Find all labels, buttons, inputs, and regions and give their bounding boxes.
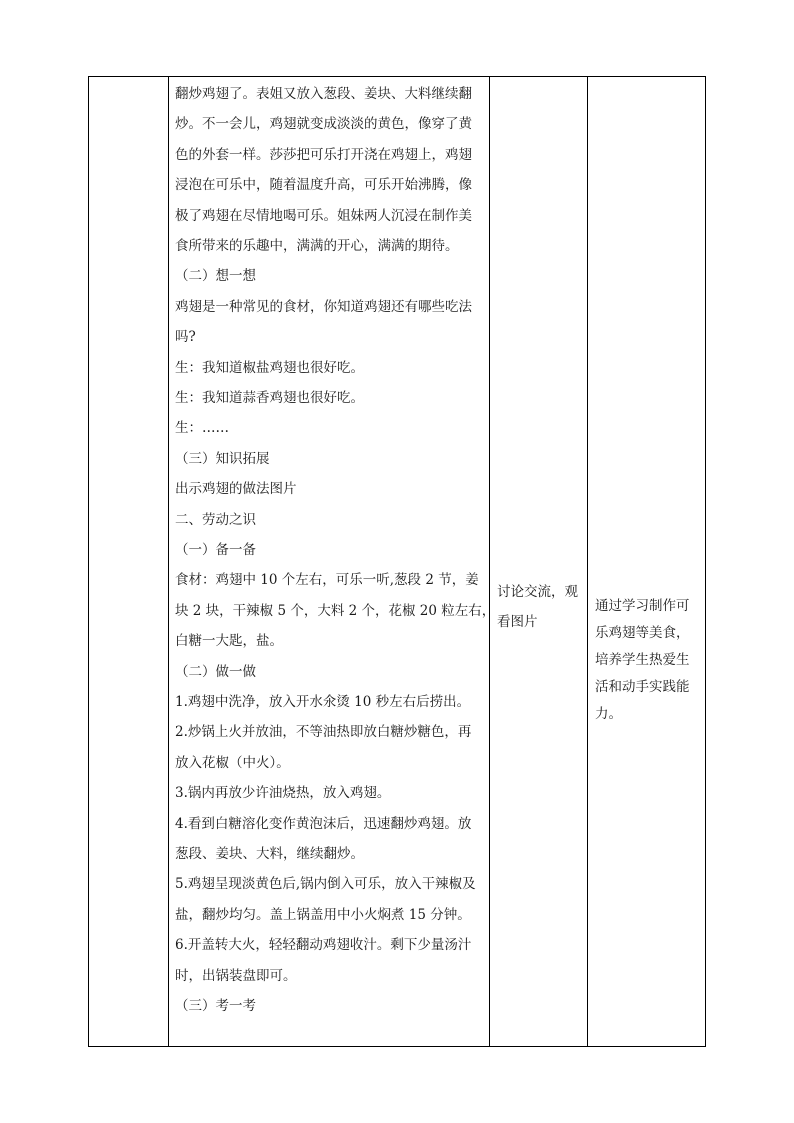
content-line: 1.鸡翅中洗净，放入开水氽烫 10 秒左右后捞出。 xyxy=(175,694,471,710)
content-line: 6.开盖转大火，轻轻翻动鸡翅收汁。剩下少量汤汁 xyxy=(175,937,472,954)
content-line: 3.锅内再放少许油烧热，放入鸡翅。 xyxy=(175,785,391,802)
content-line: 生：…… xyxy=(175,420,229,437)
content-line: 色的外套一样。莎莎把可乐打开浇在鸡翅上，鸡翅 xyxy=(175,146,472,163)
content-line: 鸡翅是一种常见的食材，你知道鸡翅还有哪些吃法 xyxy=(175,298,472,315)
content-line: 4.看到白糖溶化变作黄泡沫后，迅速翻炒鸡翅。放 xyxy=(175,815,472,832)
content-line: 生：我知道蒜香鸡翅也很好吃。 xyxy=(175,390,364,406)
content-line: 放入花椒（中火）。 xyxy=(175,754,290,771)
intent-line: 乐鸡翅等美食， xyxy=(595,625,690,641)
content-line: 5.鸡翅呈现淡黄色后,锅内倒入可乐，放入干辣椒及 xyxy=(175,876,476,893)
activity-line: 看图片 xyxy=(497,614,538,631)
content-line: 吗? xyxy=(175,329,196,346)
content-line: 出示鸡翅的做法图片 xyxy=(175,481,297,498)
teaching-content-cell xyxy=(168,77,496,1046)
content-line: （三）知识拓展 xyxy=(175,450,270,467)
content-line: 食材：鸡翅中 10 个左右，可乐一听,葱段 2 节，姜 xyxy=(175,572,479,589)
content-line: 葱段、姜块、大料，继续翻炒。 xyxy=(175,846,364,862)
intent-line: 通过学习制作可 xyxy=(595,598,690,614)
content-line: 块 2 块，干辣椒 5 个，大料 2 个，花椒 20 粒左右， xyxy=(175,602,496,619)
content-line: 时，出锅装盘即可。 xyxy=(175,967,297,984)
content-line: 极了鸡翅在尽情地喝可乐。姐妹两人沉浸在制作美 xyxy=(175,207,472,224)
content-line: （一）备一备 xyxy=(175,542,256,558)
column-divider xyxy=(587,77,588,1046)
content-line: 食所带来的乐趣中，满满的开心，满满的期待。 xyxy=(175,238,459,254)
content-line: （二）做一做 xyxy=(175,663,256,680)
content-line: 二、劳动之识 xyxy=(175,511,256,528)
content-line: 2.炒锅上火并放油，不等油热即放白糖炒糖色，再 xyxy=(175,724,472,741)
lesson-table xyxy=(88,76,706,1047)
intent-line: 活和动手实践能 xyxy=(595,679,690,695)
content-line: 白糖一大匙，盐。 xyxy=(175,633,283,650)
content-line: （二）想一想 xyxy=(175,268,256,285)
content-line: 翻炒鸡翅了。表姐又放入葱段、姜块、大料继续翻 xyxy=(175,86,472,102)
column-divider xyxy=(489,77,490,1046)
activity-line: 讨论交流，观 xyxy=(497,584,578,600)
content-line: （三）考一考 xyxy=(175,998,256,1014)
intent-line: 力。 xyxy=(595,706,622,722)
content-line: 浸泡在可乐中，随着温度升高，可乐开始沸腾，像 xyxy=(175,177,472,194)
intent-line: 培养学生热爱生 xyxy=(595,652,690,668)
content-line: 炒。不一会儿，鸡翅就变成淡淡的黄色，像穿了黄 xyxy=(175,116,472,133)
content-line: 盐，翻炒均匀。盖上锅盖用中小火焖煮 15 分钟。 xyxy=(175,906,471,923)
content-line: 生：我知道椒盐鸡翅也很好吃。 xyxy=(175,359,364,376)
